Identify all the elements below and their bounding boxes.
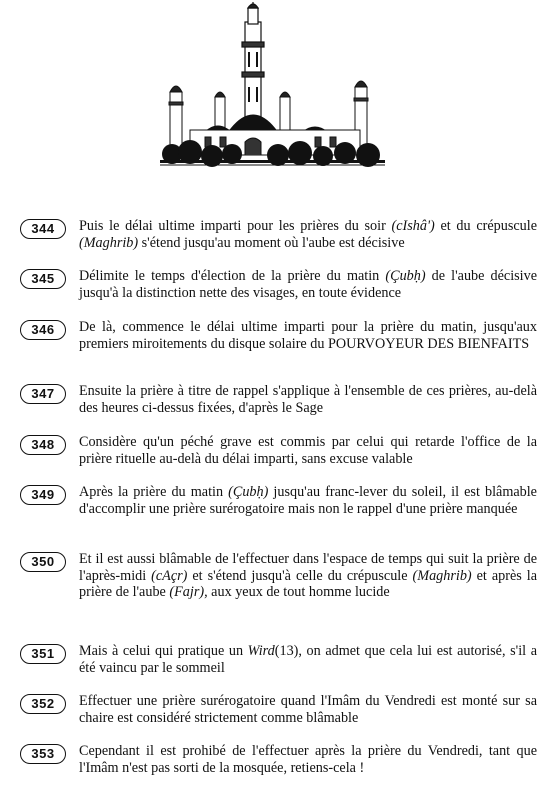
verse-number: 352 [20, 694, 66, 714]
verse-text-segment: et s'étend jusqu'à celle du crépuscule [187, 567, 413, 584]
verse-number: 353 [20, 744, 66, 764]
verse-text-segment: et après la prière de l'aube [79, 567, 537, 600]
verse-text-segment: De là, commence le délai ultime imparti pour la prière du matin, jusqu'aux premiers miroitements du disque solaire du POURVOYEUR DES BIENFAITS [79, 319, 537, 352]
verse-text [79, 551, 537, 601]
verse-text [79, 484, 537, 517]
verse-number: 351 [20, 644, 66, 664]
verse-text [79, 383, 537, 416]
verse-text-italic: Wird [247, 643, 275, 659]
verse-text-segment: s'étend jusqu'au moment où l'aube est décisive [138, 234, 405, 251]
verse-text-segment: Et il est aussi blâmable de l'effectuer dans l'espace de temps qui suit la prière de l'après-midi [79, 551, 537, 584]
verse-text-italic: (Çubḥ) [385, 268, 426, 284]
verse-text-italic: (Maghrib) [79, 234, 139, 251]
verse-text-italic: (Çubḥ) [228, 484, 269, 500]
verse-text [79, 218, 537, 251]
verse-text-segment: de l'aube décisive jusqu'à la distinction nette des visages, en toute évidence [79, 268, 538, 301]
verse-text-segment: Puis le délai ultime imparti pour les prières du soir [79, 218, 392, 234]
verse-number: 348 [20, 435, 66, 455]
verse-number: 345 [20, 269, 66, 289]
verse-text [79, 319, 537, 352]
verse-text-segment: Mais à celui qui pratique un [79, 643, 248, 659]
verse-text-segment: Effectuer une prière surérogatoire quand l'Imâm du Vendredi est monté sur sa chaire est considéré strictement comme blâmable [79, 693, 537, 726]
verse-number: 346 [20, 320, 66, 340]
verse-text-italic: (Maghrib) [412, 567, 472, 584]
verse-text [79, 268, 537, 301]
verse-number: 349 [20, 485, 66, 505]
verse-text-segment: Cependant il est prohibé de l'effectuer après la prière du Vendredi, tant que l'Imâm n'est pas sorti de la mosquée, retiens-cela ! [79, 743, 537, 776]
verse-text [79, 743, 537, 776]
verse-text-segment: , aux yeux de tout homme lucide [204, 584, 390, 600]
verse-text-segment: Considère qu'un péché grave est commis par celui qui retarde l'office de la prière rituelle au-delà du délai imparti, sans excuse valable [79, 434, 537, 467]
verse-text [79, 693, 537, 726]
verse-text-italic: (Fajr) [169, 584, 205, 600]
verse-text-segment: Ensuite la prière à titre de rappel s'applique à l'ensemble de ces prières, au-delà des heures ci-dessus fixées, d'après le Sage [79, 383, 537, 416]
verse-text-segment: et du crépuscule [434, 218, 537, 234]
verse-text-italic: (cAçr) [151, 567, 188, 584]
verse-text-segment: Après la prière du matin [79, 484, 229, 500]
verse-text-segment: Délimite le temps d'élection de la prière du matin [79, 268, 386, 284]
verse-number: 344 [20, 219, 66, 239]
verse-text-segment: (13), on admet que cela lui est autorisé, s'il a été vaincu par le sommeil [79, 643, 537, 676]
verse-text [79, 434, 537, 467]
verse-number: 347 [20, 384, 66, 404]
verse-text-italic: (cIshâ') [391, 218, 435, 234]
verse-text [79, 643, 537, 676]
verse-number: 350 [20, 552, 66, 572]
verse-text-segment: jusqu'au franc-lever du soleil, il est blâmable d'accomplir une prière surérogatoire mais non le rappel d'une prière manquée [79, 484, 537, 517]
